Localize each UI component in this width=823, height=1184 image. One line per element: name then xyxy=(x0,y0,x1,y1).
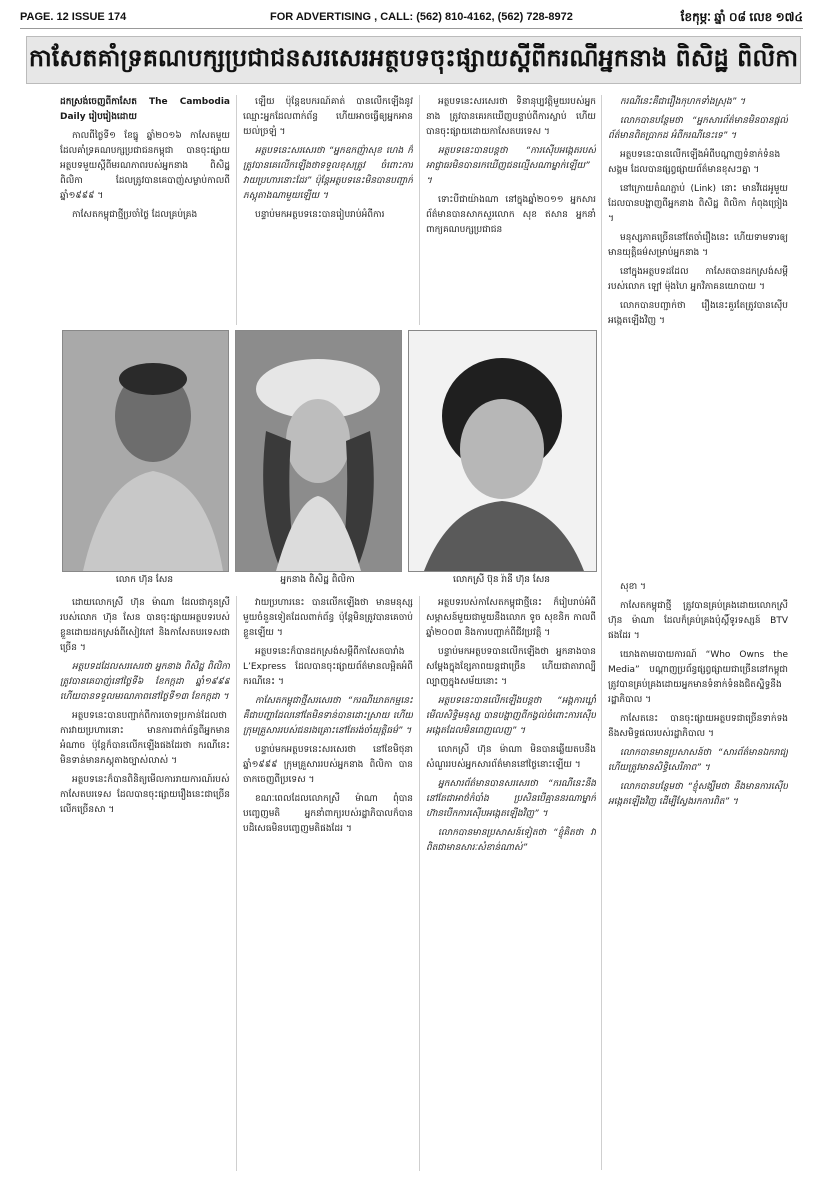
paragraph: កាសែតនេះ បានចុះផ្សាយអត្ថបទជាច្រើនទាក់ទងនឹងសមិទ្ធផលរបស់រដ្ឋាភិបាល ។ xyxy=(608,714,788,739)
paragraph: ដោយលោកស្រី ហ៊ុន ម៉ាណា ដែលជាកូនស្រីរបស់លោក ហ៊ុន សែន បានចុះផ្សាយអត្ថបទរបស់ខ្លួនដោយដកស្រង់ពីសៀវភៅ និងកាសែតបរទេសជាច្រើន ។ xyxy=(60,598,230,653)
paragraph: អត្ថបទនេះបានលើកឡើងអំពីបណ្តាញទំនាក់ទំនងសង្គម ដែលបានផ្សព្វផ្សាយព័ត៌មានខុសៗគ្នា ។ xyxy=(608,150,781,175)
paragraph: ទោះបីជាយ៉ាងណា នៅក្នុងឆ្នាំ២០១១ អ្នកសារព័ត៌មានបានសាកសួរលោក សុខ ឥសាន អ្នកនាំពាក្យគណបក្សប្រជាជន xyxy=(426,195,596,235)
portrait-woman-image xyxy=(409,331,596,571)
photo-piseth-pilika xyxy=(235,330,402,572)
photo-hun-sen xyxy=(62,330,229,572)
advertising-line: FOR ADVERTISING , CALL: (562) 810-4162, (562) 728-8972 xyxy=(270,11,573,23)
headline-bar xyxy=(26,36,801,84)
headline: កាសែតគាំទ្រគណបក្សប្រជាជនសរសេរអត្ថបទចុះផ្សាយស្តីពីករណីអ្នកនាង ពិសិដ្ឋ ពិលិកា xyxy=(28,43,799,72)
paragraph: អត្ថបទនេះក៏បានពិនិត្យមើលការរាយការណ៍របស់កាសែតបរទេស ដែលបានចុះផ្សាយរឿងនេះជាច្រើនលើកច្រើនសា ។ xyxy=(60,775,230,815)
page-header xyxy=(20,6,803,29)
portrait-woman-image xyxy=(236,331,401,571)
column-divider xyxy=(236,596,237,1171)
photo-bun-rany xyxy=(408,330,597,572)
paragraph: លោកបានមានប្រសាសន៍ថា “សារព័ត៌មានឯករាជ្យ ហើយត្រូវមានសិទ្ធិសេរីភាព” ។ xyxy=(608,748,788,773)
paragraph: លោកស្រី ហ៊ុន ម៉ាណា មិនបានឆ្លើយតបនឹងសំណួររបស់អ្នកសារព័ត៌មាននៅថ្ងៃនោះឡើយ ។ xyxy=(426,745,596,770)
paragraph: លោកបានបន្ថែមថា “អ្នកសារព័ត៌មានមិនបានផ្តល់ព័ត៌មានពិតប្រាកដ អំពីករណីនេះទេ” ។ xyxy=(608,116,788,141)
paragraph: អត្ថបទរបស់កាសែតកម្ពុជាថ្មីនេះ ក៏រៀបរាប់អំពីសម្ភាសន៍មួយជាមួយនឹងលោក ទូច សុខនិក កាលពីឆ្នាំ២០០៣ និងការបញ្ជាក់ពីជីវប្រវត្តិ ។ xyxy=(426,598,596,638)
paragraph: ឡើយ ប៉ុន្តែឧបករណ៍គាត់ បានលើកឡើងនូវឈ្មោះអ្នកដែលពាក់ព័ន្ធ ហើយអាចធ្វើឲ្យអ្នកអានយល់ច្រឡំ ។ xyxy=(243,97,413,137)
paragraph: វាយប្រហារនេះ បានលើកឡើងថា មានមនុស្សមួយចំនួនទៀតដែលពាក់ព័ន្ធ ប៉ុន្តែមិនត្រូវបានគេចាប់ខ្លួនឡើយ ។ xyxy=(243,598,413,638)
paragraph: មនុស្សភាគច្រើននៅតែចាំរឿងនេះ ហើយទាមទារឲ្យមានយុត្តិធម៌សម្រាប់អ្នកនាង ។ xyxy=(608,233,788,258)
top-column-3 xyxy=(426,95,596,325)
paragraph: អត្ថបទនេះក៏បានដកស្រង់សម្តីពីកាសែតបារាំង L’Express ដែលបានចុះផ្សាយព័ត៌មានលម្អិតអំពីករណីនេះ ។ xyxy=(243,647,413,687)
paragraph: អត្ថបទនេះបានបញ្ជាក់ពីការចោទប្រកាន់ដែលថា ការវាយប្រហារនោះ មានការពាក់ព័ន្ធពីអ្នកមានអំណាច ប៉ុន្តែក៏បានលើកឡើងផងដែរថា ករណីនេះមិនទាន់មានភស្តុតាងច្បាស់លាស់ ។ xyxy=(60,711,230,766)
photo-caption: អ្នកនាង ពិសិដ្ឋ ពិលិកា xyxy=(280,575,355,585)
paragraph: លោកបានបញ្ជាក់ថា រឿងនេះគួរតែត្រូវបានស៊ើបអង្កេតឡើងវិញ ។ xyxy=(608,301,788,326)
paragraph: លោកបានបន្ថែមថា “ខ្ញុំសង្ឃឹមថា នឹងមានការស៊ើបអង្កេតឡើងវិញ ដើម្បីស្វែងរកការពិត” ។ xyxy=(608,782,788,807)
paragraph: បន្ទាប់មកអត្ថបទនេះសរសេរថា នៅខែមិថុនា ឆ្នាំ១៩៩៩ ក្រុមគ្រួសាររបស់អ្នកនាង ពិលិកា បានចាកចេញពីប្រទេស ។ xyxy=(243,745,413,785)
paragraph: អត្ថបទនេះសរសេរថា ទិនានុប្បវត្តិមួយរបស់អ្នកនាង ត្រូវបានគេរកឃើញបន្ទាប់ពីការស្លាប់ ហើយបានចុះផ្សាយដោយកាសែតបរទេស ។ xyxy=(426,97,596,137)
column-divider xyxy=(236,95,237,325)
paragraph: នៅក្នុងអត្ថបទដដែល កាសែតបានដកស្រង់សម្តីរបស់លោក ឡៅ ម៉ុងហៃ អ្នកវិភាគនយោបាយ ។ xyxy=(608,267,788,292)
page-number: PAGE. 12 ISSUE 174 xyxy=(20,11,127,23)
bottom-column-1 xyxy=(60,596,230,1171)
photo-caption: លោក ហ៊ុន សែន xyxy=(115,575,174,585)
paragraph: កាសែតកម្ពុជាថ្មី ត្រូវបានគ្រប់គ្រងដោយលោកស្រី ហ៊ុន ម៉ាណា ដែលក៏គ្រប់គ្រងប៉ុស្តិ៍ទូរទស្សន៍ BTV ផងដែរ ។ xyxy=(608,601,788,641)
top-column-2 xyxy=(243,95,413,325)
paragraph: អត្ថបទនេះបានបន្តថា “ការស៊ើបអង្កេតរបស់អាជ្ញាធរមិនបានរកឃើញជនល្មើសណាម្នាក់ឡើយ” ។ xyxy=(426,146,596,186)
column-divider xyxy=(419,596,420,1171)
paragraph: អត្ថបទនេះបានលើកឡើងបន្តថា “អង្គការឃ្លាំមើលសិទ្ធិមនុស្ស បានបង្ហាញពីកង្វល់ចំពោះការស៊ើបអង្កេតដែលមិនពេញលេញ” ។ xyxy=(426,696,596,736)
bottom-column-2 xyxy=(243,596,413,1171)
paragraph: បន្ទាប់មកអត្ថបទបានលើកឡើងថា អ្នកនាងបានសម្តែងក្នុងខ្សែភាពយន្តជាច្រើន ហើយជាតារាល្បីល្បាញក្នុងសម័យនោះ ។ xyxy=(426,647,596,687)
photo-caption: លោកស្រី ប៊ុន រ៉ានី ហ៊ុន សែន xyxy=(453,575,550,585)
portrait-man-image xyxy=(63,331,228,571)
paragraph: កាសែតកម្ពុជាថ្មីប្រចាំថ្ងៃ ដែលគ្រប់គ្រង xyxy=(72,210,198,220)
paragraph: កាលពីថ្ងៃទី១ ខែធ្នូ ឆ្នាំ២០១៦ កាសែតមួយដែលគាំទ្រគណបក្សប្រជាជនកម្ពុជា បានចុះផ្សាយអត្ថបទមួយស្តីពីមរណភាពរបស់អ្នកនាង ពិសិដ្ឋ ពិលិកា ដែលត្រូវបានគេបាញ់សម្លាប់កាលពីឆ្នាំ១៩៩៩ ។ xyxy=(60,131,230,201)
paragraph: សុខា ។ xyxy=(620,582,646,592)
paragraph: អ្នកសារព័ត៌មានបានសរសេរថា “ករណីនេះនឹងនៅតែជាអាថ៌កំបាំង ប្រសិនបើគ្មាននរណាម្នាក់ហ៊ានបើកការស៊ើបអង្កេតឡើងវិញ” ។ xyxy=(426,779,596,819)
paragraph: យោងតាមរបាយការណ៍ “Who Owns the Media” បណ្តាញប្រព័ន្ធផ្សព្វផ្សាយជាច្រើននៅកម្ពុជា ត្រូវបានគ្រប់គ្រងដោយអ្នកមានទំនាក់ទំនងជិតស្និទ្ធនឹងរដ្ឋាភិបាល ។ xyxy=(608,650,788,705)
bottom-column-4 xyxy=(608,580,788,1170)
paragraph: លោកបានមានប្រសាសន៍ទៀតថា “ខ្ញុំគិតថា វាពិតជាមានសារៈសំខាន់ណាស់” xyxy=(426,828,596,853)
bottom-column-3 xyxy=(426,596,596,1171)
paragraph: អត្ថបទនេះសរសេរថា “អ្នកឧកញ៉ាសុខ ហេង ក៏ត្រូវបានគេលើកឡើងថាទទួលខុសត្រូវ ចំពោះការវាយប្រហារនោះដែរ” ប៉ុន្តែអត្ថបទនេះមិនបានបញ្ជាក់ភស្តុតាងណាមួយឡើយ ។ xyxy=(243,146,413,201)
paragraph: នៅក្រោយតំណភ្ជាប់ (Link) នោះ មានវីដេអូមួយដែលបានបង្ហាញពីអ្នកនាង ពិសិដ្ឋ ពិលិកា កំពុងច្រៀង ។ xyxy=(608,184,788,224)
paragraph: កាសែតកម្ពុជាថ្មីសរសេរថា “ករណីឃាតកម្មនេះ គឺជាបញ្ហាដែលនៅតែមិនទាន់បានដោះស្រាយ ហើយក្រុមគ្រួសាររបស់ជនរងគ្រោះនៅតែរង់ចាំយុត្តិធម៌” ។ xyxy=(243,696,413,736)
paragraph: ករណីនេះគឺជារឿងកុហកទាំងស្រុង” ។ xyxy=(620,97,746,107)
top-column-4 xyxy=(608,95,788,575)
paragraph: អត្ថបទដដែលសរសេរថា អ្នកនាង ពិសិដ្ឋ ពិលិកា ត្រូវបានគេបាញ់នៅថ្ងៃទី៦ ខែកក្កដា ឆ្នាំ១៩៩៩ ហើយបានទទួលមរណភាពនៅថ្ងៃទី១៣ ខែកក្កដា ។ xyxy=(60,662,230,702)
column-divider xyxy=(419,95,420,325)
top-column-1 xyxy=(60,95,230,325)
paragraph: បន្ទាប់មកអត្ថបទនេះបានរៀបរាប់អំពីការ xyxy=(255,210,385,220)
column-divider xyxy=(601,95,602,1170)
issue-date: ខែកុម្ភៈ ឆ្នាំ ០៨ លេខ ១៧៤ xyxy=(680,10,803,24)
byline: ដកស្រង់ចេញពីកាសែត The Cambodia Daily រៀបរៀងដោយ xyxy=(60,97,230,122)
paragraph: ខណៈពេលដែលលោកស្រី ម៉ាណា ពុំបានបញ្ចេញមតិ អ្នកនាំពាក្យរបស់រដ្ឋាភិបាលក៏បានបដិសេធមិនបញ្ចេញមតិផងដែរ ។ xyxy=(243,794,413,834)
